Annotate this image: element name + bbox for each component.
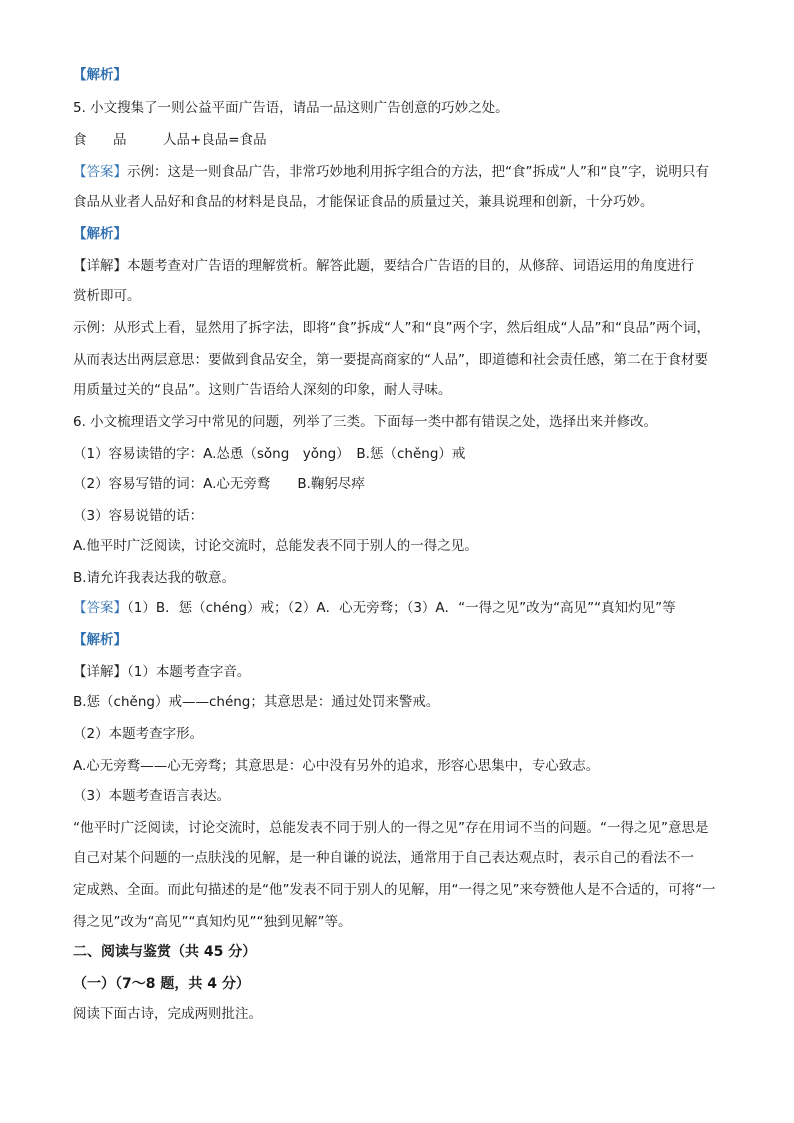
- answer-5-line-1: 【答案】示例：这是一则食品广告，非常巧妙地利用拆字组合的方法，把“食”拆成“人”和“良”字，说明只有: [73, 164, 709, 180]
- question-5: 5. 小文搜集了一则公益平面广告语，请品一品这则广告创意的巧妙之处。: [73, 100, 509, 116]
- analysis-tag: 【解析】: [73, 226, 127, 242]
- analysis-tag: 【解析】: [73, 67, 127, 83]
- question-6-item-1: （1）容易读错的字：A.怂恿（sǒng yǒng） B.惩（chěng）戒: [73, 446, 466, 462]
- question-6-item-3: （3）容易说错的话：: [73, 508, 204, 524]
- question-6-item-2: （2）容易写错的词：A.心无旁鹜 B.鞠躬尽瘁: [73, 476, 365, 492]
- question-6: 6. 小文梳理语文学习中常见的问题，列举了三类。下面每一类中都有错误之处，选择出来并修改。: [73, 414, 658, 430]
- instruction: 阅读下面古诗，完成两则批注。: [73, 1006, 262, 1022]
- ad-slogan: [73, 130, 733, 150]
- question-6-option-a: A.他平时广泛阅读，讨论交流时，总能发表不同于别人的一得之见。: [73, 538, 478, 554]
- answer-6: 【答案】（1）B．惩（chéng）戒；（2）A．心无旁骛；（3）A．“一得之见”改为“高见”“真知灼见”等: [73, 600, 676, 616]
- detail-5-line-2: 赏析即可。: [73, 288, 141, 304]
- detail-6-line-4: A.心无旁鹜——心无旁骛；其意思是：心中没有另外的追求，形容心思集中，专心致志。: [73, 758, 600, 774]
- answer-tag: 【答案】: [73, 600, 127, 616]
- question-6-option-b: B.请允许我表达我的敬意。: [73, 570, 236, 586]
- detail-6-line-2: B.惩（chěng）戒——chéng；其意思是：通过处罚来警戒。: [73, 694, 440, 710]
- subsection-heading: （一）（7～8 题，共 4 分）: [73, 976, 250, 992]
- example-line-1: 示例：从形式上看，显然用了拆字法，即将“食”拆成“人”和“良”两个字，然后组成“人品”和“良品”两个词，: [73, 320, 710, 336]
- example-line-2: 从而表达出两层意思：要做到食品安全，第一要提高商家的“人品”，即道德和社会责任感，第二在于食材要: [73, 352, 708, 368]
- ad-char-2: 品: [113, 132, 127, 148]
- detail-6-line-5: （3）本题考查语言表达。: [73, 788, 231, 804]
- ad-char-1: 食: [73, 132, 87, 148]
- detail-6-line-8: 定成熟、全面。而此句描述的是“他”发表不同于别人的见解，用“一得之见”来夸赞他人是不合适的，可将“一: [73, 882, 716, 898]
- detail-tag: 【详解】: [73, 258, 127, 274]
- answer-5-line-2: 食品从业者人品好和食品的材料是良品，才能保证食品的质量过关，兼具说理和创新，十分巧妙。: [73, 194, 654, 210]
- ad-formula: 人品+良品=食品: [163, 132, 267, 148]
- detail-6-line-9: 得之见”改为“高见”“真知灼见”“独到见解”等。: [73, 914, 352, 930]
- detail-6-line-3: （2）本题考查字形。: [73, 726, 204, 742]
- detail-6-line-6: “他平时广泛阅读，讨论交流时，总能发表不同于别人的一得之见”存在用词不当的问题。“一得之见”意思是: [73, 820, 709, 836]
- detail-5-line-1: 【详解】本题考查对广告语的理解赏析。解答此题，要结合广告语的目的，从修辞、词语运用的角度进行: [73, 258, 694, 274]
- detail-6-line-7: 自己对某个问题的一点肤浅的见解，是一种自谦的说法，通常用于自己表达观点时，表示自己的看法不一: [73, 850, 694, 866]
- detail-tag: 【详解】: [73, 664, 127, 680]
- section-heading: 二、阅读与鉴赏（共 45 分）: [73, 944, 257, 960]
- answer-tag: 【答案】: [73, 164, 127, 180]
- example-line-3: 用质量过关的“良品”。这则广告语给人深刻的印象，耐人寻味。: [73, 382, 452, 398]
- analysis-tag: 【解析】: [73, 632, 127, 648]
- detail-6-line-1: 【详解】（1）本题考查字音。: [73, 664, 251, 680]
